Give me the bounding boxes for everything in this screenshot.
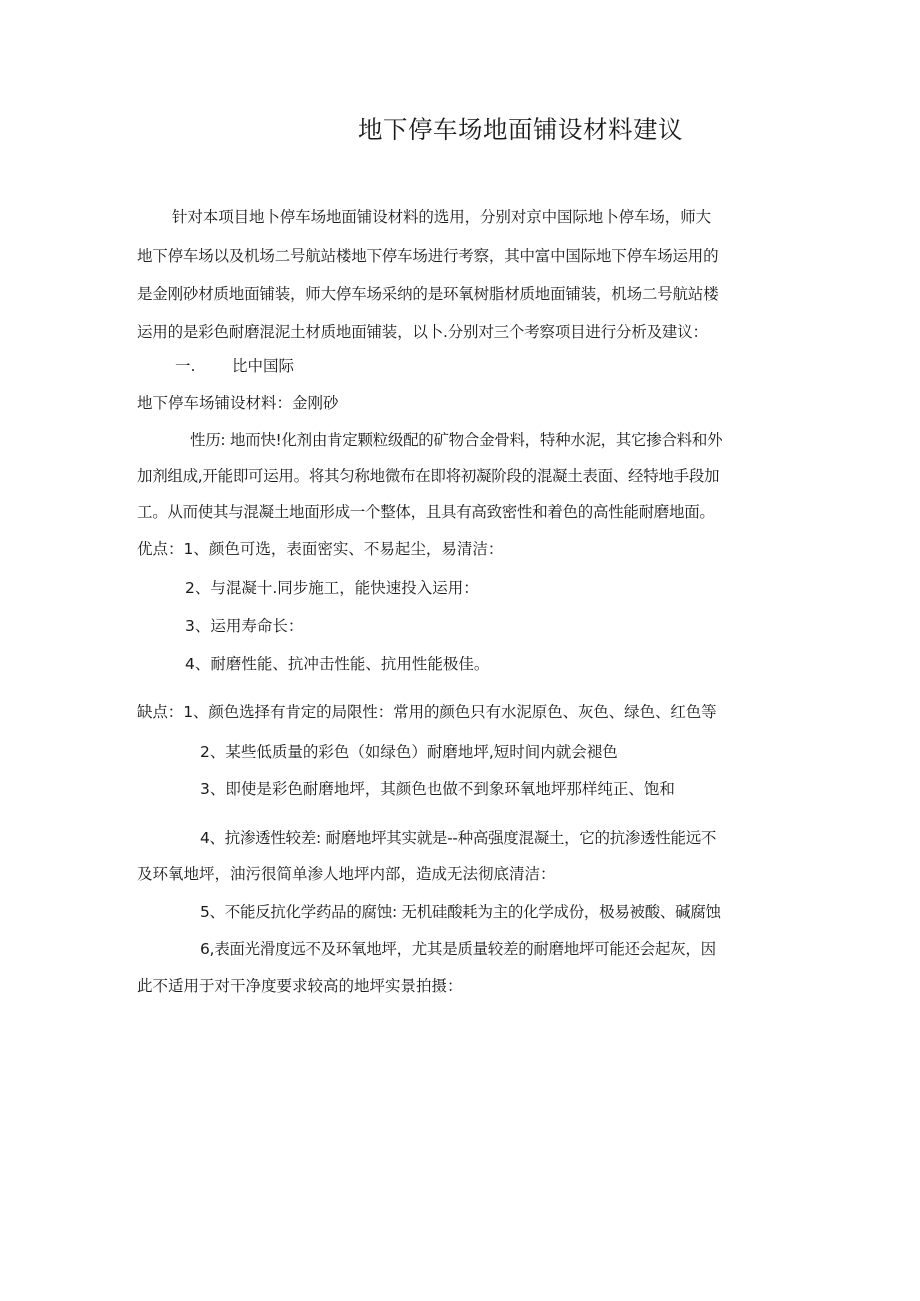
disadvantage-item-3: 3、即使是彩色耐磨地坪，其颜色也做不到象环氧地坪那样纯正、饱和 [200, 780, 675, 798]
section-heading: 比中国际 [232, 357, 295, 375]
properties-line-1: 性历: 地而快!化剂由肯定颗粒级配的矿物合金骨料，特种水泥，其它掺合料和外 [190, 431, 723, 449]
disadvantage-item-4-line-1: 4、抗渗透性较差: 耐磨地坪其实就是--种高强度混凝土，它的抗渗透性能远不 [200, 829, 717, 847]
disadvantage-item-6-line-1: 6,表面光滑度远不及环氧地坪，尤其是质量较差的耐磨地坪可能还会起灰，因 [200, 940, 716, 958]
properties-line-2: 加剂组成,开能即可运用。将其匀称地微布在即将初凝阶段的混凝土表面、经特地手段加 [137, 467, 720, 485]
intro-line-4: 运用的是彩色耐磨混泥土材质地面铺装，以卜.分别对三个考察项目进行分析及建议： [137, 323, 708, 341]
intro-line-2: 地下停车场以及机场二号航站楼地下停车场进行考察，其中富中国际地下停车场运用的 [137, 247, 719, 265]
disadvantage-item-1: 缺点：1、颜色选择有肯定的局限性：常用的颜色只有水泥原色、灰色、绿色、红色等 [137, 703, 717, 721]
section-number: 一. [175, 357, 196, 375]
intro-line-3: 是金刚砂材质地面铺装，师大停车场采纳的是环氧树脂材质地面铺装，机场二号航站楼 [137, 285, 719, 303]
document-title: 地下停车场地面铺设材料建议 [358, 115, 683, 144]
disadvantage-item-2: 2、某些低质量的彩色（如绿色）耐磨地坪,短时间内就会褪色 [200, 743, 618, 761]
advantage-item-2: 2、与混凝十.同步施工，能快速投入运用： [185, 579, 479, 597]
disadvantage-item-4-line-2: 及环氧地坪，油污很简单渗人地坪内部，造成无法彻底清洁： [137, 865, 556, 883]
disadvantage-item-6-line-2: 此不适用于对干净度要求较高的地坪实景拍摄： [137, 977, 463, 995]
properties-line-3: 工。从而使其与混凝土地面形成一个整体，且具有高致密性和着色的高性能耐磨地面。 [137, 503, 715, 521]
advantage-item-1: 优点：1、颜色可选，表面密实、不易起尘，易清洁： [137, 540, 504, 558]
material-line: 地下停车场铺设材料：金刚砂 [137, 394, 339, 412]
intro-line-1: 针对本项目地卜停车场地面铺设材料的选用，分别对京中国际地卜停车场，师大 [172, 208, 712, 226]
disadvantage-item-5: 5、不能反抗化学药品的腐蚀: 无机硅酸耗为主的化学成份，极易被酸、碱腐蚀 [200, 903, 721, 921]
advantage-item-3: 3、运用寿命长： [185, 617, 304, 635]
advantage-item-4: 4、耐磨性能、抗冲击性能、抗用性能极佳。 [185, 655, 490, 673]
